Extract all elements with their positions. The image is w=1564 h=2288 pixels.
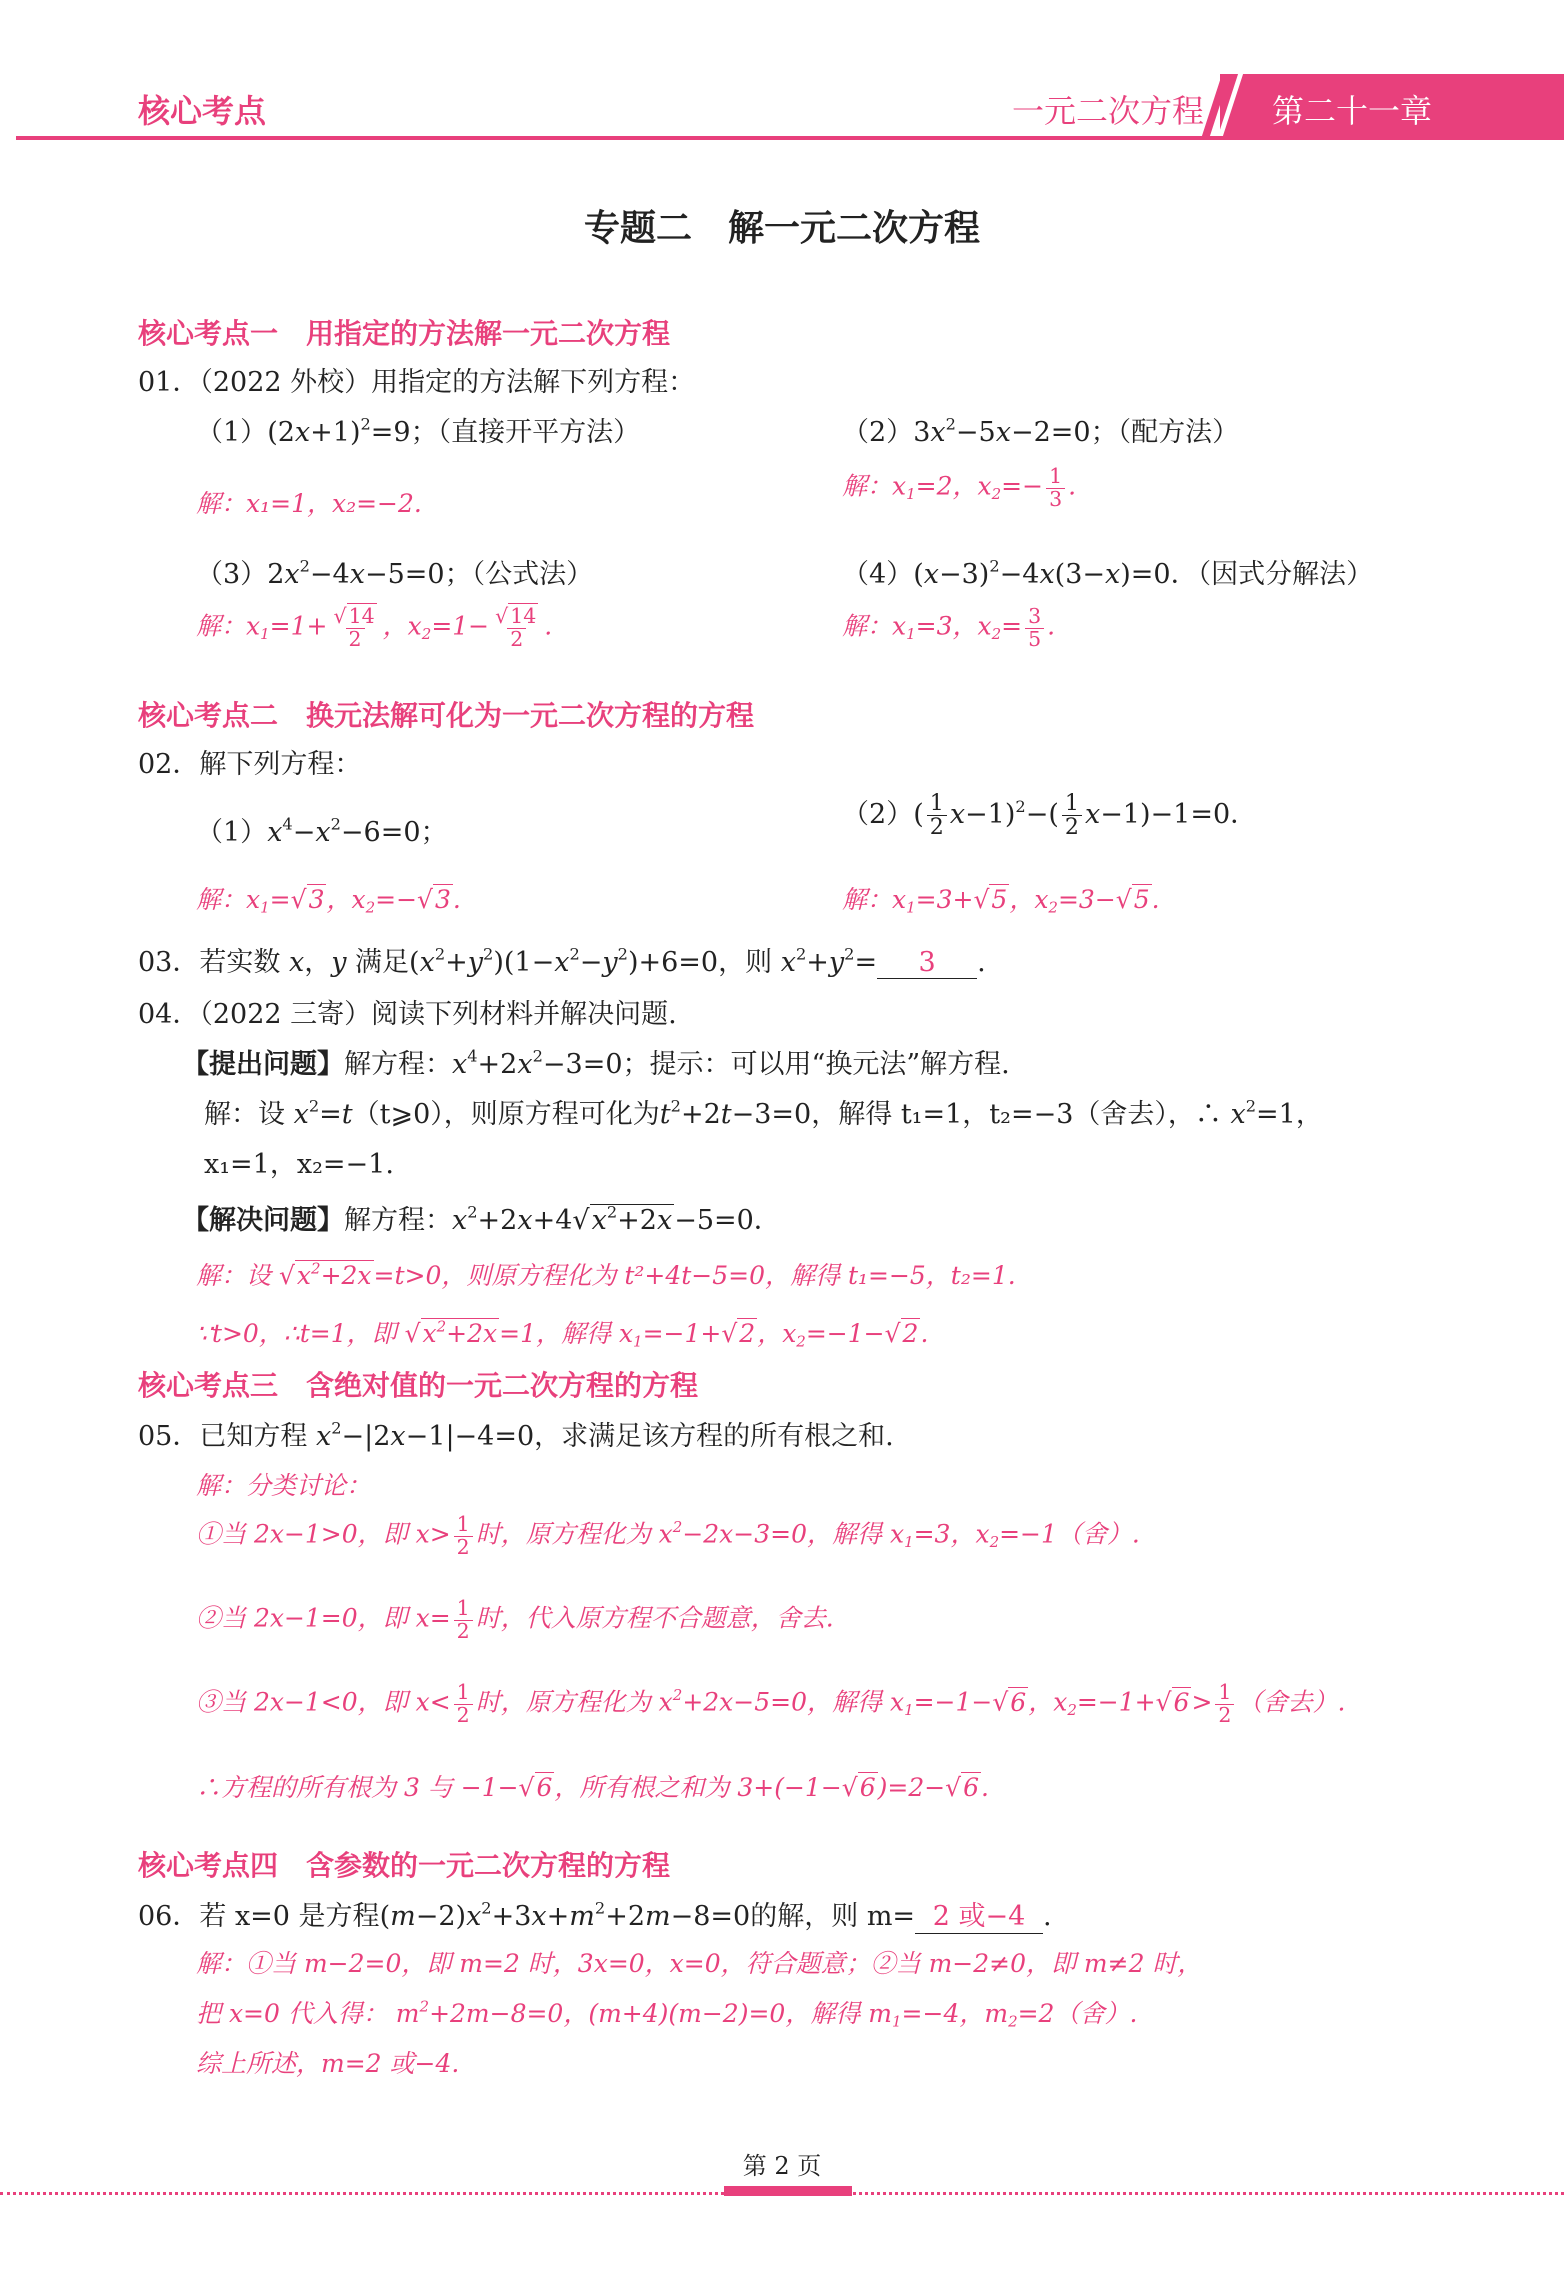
q01-part1: $(1)(2x+1)^2=9$；（直接开平方法） [196,414,641,448]
q04-answer-1: 解：设 $√x^2+2x=t>0$，则原方程化为 t²+4t−5=0，解得 t₁=−5，t₂=1. [196,1259,1016,1290]
q04-sol-line2: x₁=1，x₂=−1. [204,1149,394,1180]
page-title: 专题二 解一元二次方程 [583,207,980,249]
q01-p4-method: （因式分解法） [1197,559,1374,590]
page-number: 第 2 页 [742,2152,822,2180]
q01-part3: $(3)2x^2-4x-5=0$；（公式法） [196,556,594,590]
q04-solve: 【解决问题】解方程：$x^2+2x+4√x^2+2x-5=0$． [182,1202,781,1236]
q06-answer-line3: 综上所述，m=2 或−4. [196,2049,460,2078]
q05-case-1: ①当 2x−1>0，即 x> $\frac{1}{2}$ 时，原方程化为 $x^2-2x-3=0$，解得 $x_1=3$，$x_2=-1$（舍）. [196,1512,1140,1559]
q02-answer-1: 解：$x_1=√3$，$x_2=-√3$. [196,885,461,917]
q06-answer: 2 或−4 [915,1894,1043,1934]
q04-raise: 【提出问题】解方程：$x^4+2x^2-3=0$；提示：可以用“换元法”解方程. [182,1046,1010,1080]
q01-answer-2: 解：$x_1=2$，$x_2=-$ $\frac{1}{3}$ . [842,464,1077,511]
q01-answer-1: 解：x₁=1，x₂=−2. [196,489,422,518]
section-heading-1: 核心考点一 用指定的方法解一元二次方程 [138,317,671,350]
q05-conclusion: ∴方程的所有根为 3 与 −1−√6，所有根之和为 3+(−1−√6)=2−√6. [196,1773,989,1802]
q01-answer-4: 解：$x_1=3$，$x_2=$ $\frac{3}{5}$ . [842,604,1056,651]
q03: 03．若实数 x，y 满足$(x^2+y^2)(1-x^2-y^2)+6=0$，则 $x^2+y^2= 3$ . [138,944,986,978]
q02-stem: 02．解下列方程： [138,749,362,780]
header-left-label: 核心考点 [138,92,267,130]
q01-p1-label: （1） [196,417,268,448]
q06-stem: 06．若 x=0 是方程$(m-2)x^2+3x+m^2+2m-8=0$的解，则 m= 2 或−4 . [138,1894,1052,1934]
header-chapter: 第二十一章 [1272,92,1433,130]
q04-answer-2: ∵t>0，∴t=1，即 $√x^2+2x=1$，解得 $x_1=-1+√2$，$x_2=-1-√2$. [196,1317,929,1351]
section-heading-2: 核心考点二 换元法解可化为一元二次方程的方程 [138,699,755,732]
q01-p1-method: （直接开平方法） [437,417,641,448]
q02-part2: （2）( $\frac{1}{2}$ x−1)$^2$−( $\frac{1}{2}$ x−1)−1=0． [842,790,1258,841]
q01-p3-method: （公式法） [471,559,594,590]
q01-answer-3: 解：$x_1=1+$ $\frac{√14}{2}$ ，$x_2=1-$ $\frac{√14}{2}$ . [196,604,553,651]
footer-accent-bar [724,2186,852,2196]
q05-stem: 05．已知方程 $x^2-|2x-1|-4=0$，求满足该方程的所有根之和. [138,1418,894,1452]
q01-stem: 01．（2022 外校）用指定的方法解下列方程： [138,367,696,398]
q04-stem: 04．（2022 三寄）阅读下列材料并解决问题. [138,999,677,1030]
q01-part2: $(2)3x^2-5x-2=0$；（配方法） [842,414,1240,448]
section-heading-3: 核心考点三 含绝对值的一元二次方程的方程 [138,1369,699,1402]
header-subject: 一元二次方程 [1012,92,1205,130]
q01-p4-label: （4） [842,559,914,590]
q05-answer-intro: 解：分类讨论： [196,1471,372,1500]
q01-part4: $(4)(x-3)^2-4x(3-x)=0$．（因式分解法） [842,556,1374,590]
q02-answer-2: 解：$x_1=3+√5$，$x_2=3-√5$. [842,885,1160,917]
q06-answer-line2: 把 x=0 代入得： $m^2+2m-8=0$，(m+4)(m−2)=0，解得 $m_1=-4$，$m_2=2$（舍）. [196,1997,1138,2031]
section-heading-4: 核心考点四 含参数的一元二次方程的方程 [138,1849,671,1882]
q05-case-2: ②当 2x−1=0，即 x= $\frac{1}{2}$ 时，代入原方程不合题意，舍去. [196,1596,834,1643]
header-rule [16,136,1564,140]
q01-p2-label: （2） [842,417,914,448]
q04-sol-line1: 解：设 $x^2=t(t⩾0)$，则原方程可化为$t^2+2t-3=0$，解得 t₁=1，t₂=−3（舍去），∴ $x^2=1$， [204,1096,1323,1130]
q06-answer-line1: 解：①当 m−2=0，即 m=2 时，3x=0，x=0，符合题意；②当 m−2≠0，即 m≠2 时， [196,1949,1203,1978]
q02-part1: $(1)x^4-x^2-6=0$； [196,814,448,848]
q01-p2-method: （配方法） [1117,417,1240,448]
q05-case-3: ③当 2x−1<0，即 x< $\frac{1}{2}$ 时，原方程化为 $x^2+2x-5=0$，解得 $x_1=-1-√6$，$x_2=-1+√6>$ $\frac{1}{2}$ （舍去）. [196,1680,1346,1727]
q01-p3-label: （3） [196,559,268,590]
q03-answer: 3 [877,947,977,979]
